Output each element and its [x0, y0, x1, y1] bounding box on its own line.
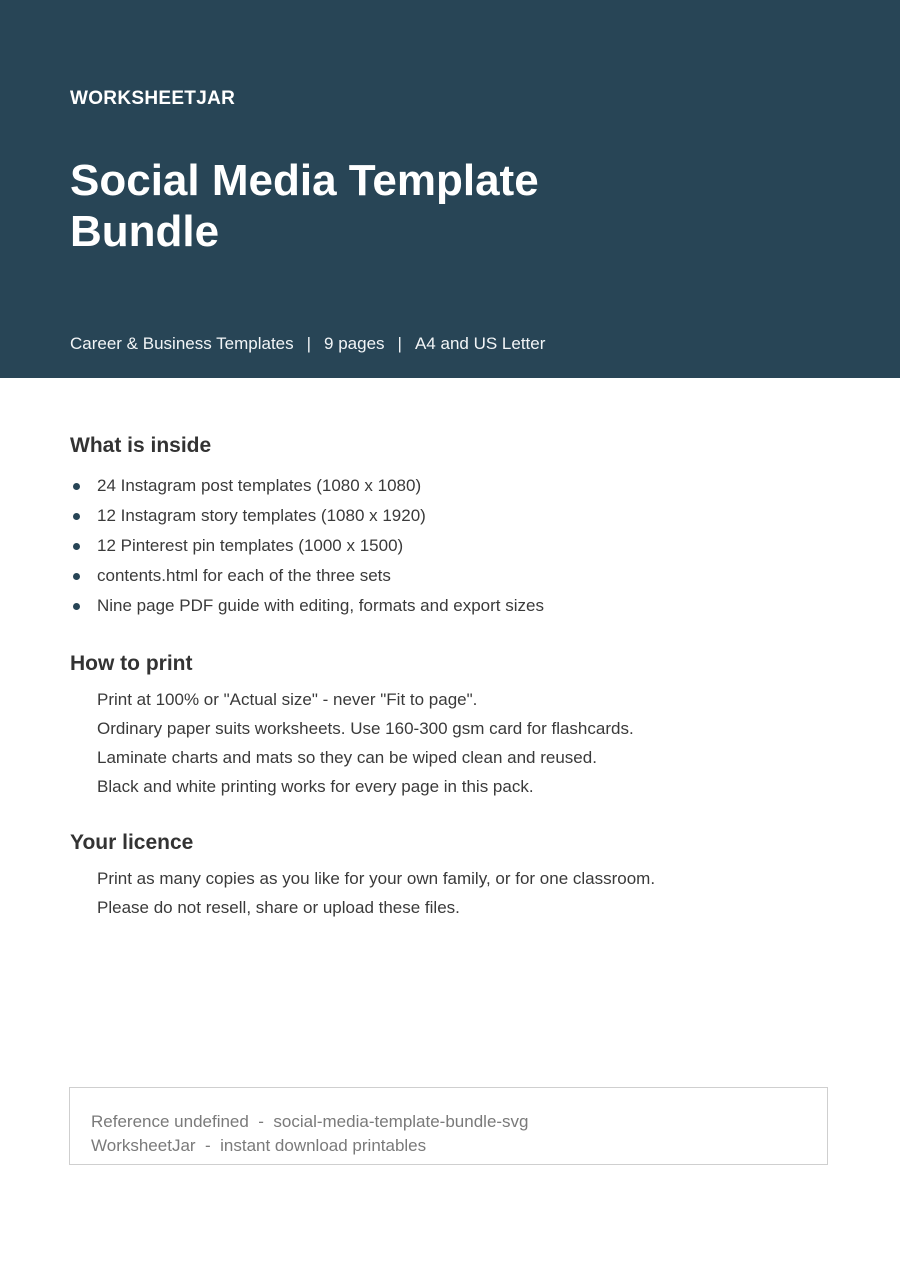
print-instructions	[97, 690, 634, 806]
bullet-icon	[73, 483, 80, 490]
list-item-text: Nine page PDF guide with editing, formats and export sizes	[97, 596, 544, 615]
bullet-icon	[73, 543, 80, 550]
meta-category: Career & Business Templates	[70, 334, 294, 353]
section-heading-licence: Your licence	[70, 831, 194, 854]
list-item	[70, 596, 544, 626]
list-item-text: 12 Instagram story templates (1080 x 1920)	[97, 506, 426, 525]
list-item	[70, 536, 544, 566]
bullet-icon	[73, 513, 80, 520]
meta-separator: |	[397, 334, 402, 353]
footer-reference: Reference undefined - social-media-template-bundle-svg	[91, 1112, 529, 1131]
section-heading-inside: What is inside	[70, 434, 212, 457]
inside-list	[70, 476, 544, 626]
brand-name: WORKSHEETJAR	[70, 88, 236, 109]
list-item-text: 24 Instagram post templates (1080 x 1080)	[97, 476, 422, 495]
list-item	[70, 476, 544, 506]
meta-pages: 9 pages	[324, 334, 385, 353]
page-title: Social Media Template Bundle	[70, 156, 539, 256]
list-item	[70, 506, 544, 536]
list-item	[70, 566, 544, 596]
instruction-line: Print at 100% or "Actual size" - never "Fit to page".	[97, 690, 478, 709]
instruction-line: Ordinary paper suits worksheets. Use 160-300 gsm card for flashcards.	[97, 719, 634, 738]
meta-line	[70, 334, 545, 354]
licence-line: Please do not resell, share or upload these files.	[97, 898, 460, 917]
bullet-icon	[73, 603, 80, 610]
section-heading-print: How to print	[70, 652, 193, 675]
meta-separator: |	[306, 334, 312, 353]
list-item-text: 12 Pinterest pin templates (1000 x 1500)	[97, 536, 404, 555]
footer-reference-box	[69, 1087, 828, 1165]
list-item-text: contents.html for each of the three sets	[97, 566, 391, 585]
footer-brand: WorksheetJar - instant download printables	[91, 1136, 427, 1155]
licence-terms	[97, 869, 655, 927]
meta-format: A4 and US Letter	[414, 334, 546, 353]
instruction-line: Laminate charts and mats so they can be wiped clean and reused.	[97, 748, 597, 767]
licence-line: Print as many copies as you like for your own family, or for one classroom.	[97, 869, 656, 888]
header-banner	[0, 0, 900, 378]
bullet-icon	[73, 573, 80, 580]
instruction-line: Black and white printing works for every page in this pack.	[97, 777, 534, 796]
